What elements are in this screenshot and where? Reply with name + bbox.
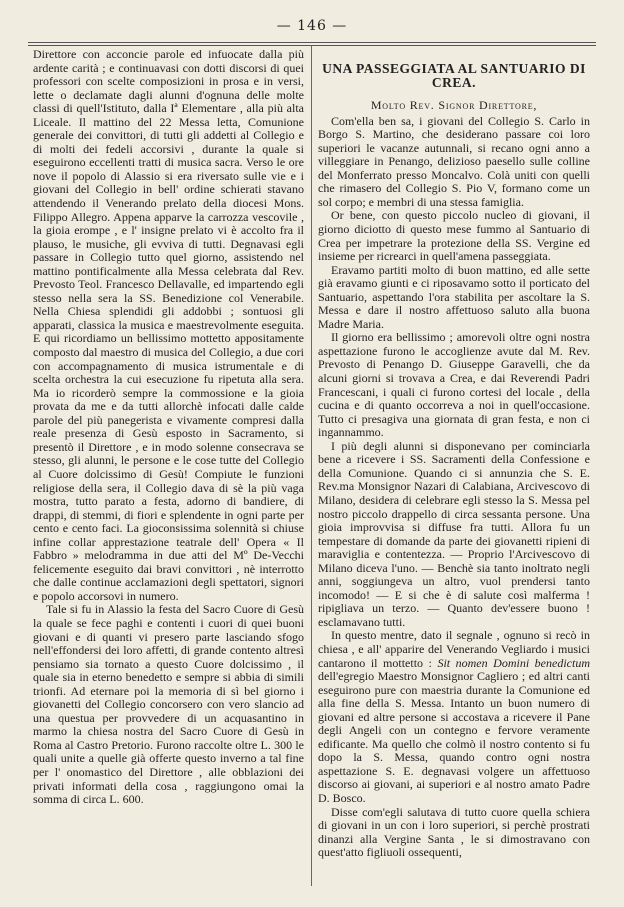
- left-paragraph-1: Direttore con acconcie parole ed infuocate dalla più ardente carità ; e continuavasi con dotti discorsi di quei professori con scelte composizioni in prosa e in versi, lette o declamate dagli alunni d'ognuna delle molte classi di quell'Istituto, dalla Iª Elementare , alla più alta Liceale. Il mattino del 22 Messa letta, Comunione generale dei convittori, di tutti gli addetti al Collegio e di molti dei fedeli accorsivi , durante la quale si eseguirono eccellenti tratti di musica sacra. Verso le ore nove il popolo di Alassio si era riversato sulle vie e i giovani del Collegio in bell' ordine schierati stavano attendendo il Venerando prelato della diocesi Mons. Filippo Allegro. Appena apparve la carrozza vescovile , la gioia erompe , e l' insigne prelato vi è accolto fra il plauso, le musiche, gli evviva di tutti. Degnavasi egli passare in Collegio tutto quel giorno, assistendo nel mattino pontificalmente alla Messa celebrata dal Rev. Prevosto Teol. Francesco Dellavalle, ed impartendo egli stesso nella sera la SS. Benedizione col Venerabile. Nella Chiesa splendidi gli addobbi ; sontuosi gli apparati, classica la musica e maestrevolmente eseguita. E qui ricordiamo un bellissimo mottetto appositamente composto dal maestro di musica del Collegio, a due cori con accompagnamento di musica istrumentale e di scelta orchestra la cui esecuzione fu ripetuta alla sera. Ma io ricorderò sempre la commossione e la gioia provata da me e da tutti allorchè infocati dalle calde parole del più panegerista e vivamente compresi dalla reale presenza di Gesù esposto in Sacramento, si presentò il Direttore , e in modo solenne consecrava se stesso, gli alunni, le persone e le cose tutte del Collegio al Cuore dolcissimo di Gesù! Compiute le funzioni religiose della sera, il Collegio dava di sè la più vaga mostra, tutto parato a festa, adorno di bandiere, di drappi, di stemmi, di fiori e splendente in ogni parte per cento e cento faci. La gioconsissima solennità si chiuse infine collar apprestazione teatrale dell' Opera « Il Fabbro » melodramma in due atti del Mº De-Vecchi felicemente eseguito dai bravi convittori , nè interrotto che dalle continue acclamazioni degli spettatori, signori e popolo accorsovi in numero.: [33, 47, 304, 603]
- right-paragraph-4: Il giorno era bellissimo ; amorevoli oltre ogni nostra aspettazione furono le accoglienze avute dal M. Rev. Prevosto di Penango D. Giuseppe Garavelli, che da alcuni giorni si trovava a Crea, e dai Reverendi Padri Francescani, i quali ci furono cortesi del locale , della cucina e di quanto occorreva a noi in quell'occasione. Tutto ci presagiva una giornata di gran festa, e non ci ingannammo.: [318, 330, 590, 440]
- right-paragraph-6: [318, 629, 590, 805]
- paragraph-6-end: dell'egregio Maestro Monsignor Cagliero ; ed altri canti eseguirono pure con maestria durante la Comunione ed alla fine della S. Messa. Intanto un buon numero di giovani ed altre persone si accostava a ricevere il Pane degli Angeli con un contegno e fervore veramente edificante. Ma quello che colmò il nostro contento si fu dopo la S. Messa, quando contro ogni nostra aspettazione S. E. degnavasi volgere un affettuoso discorso ai giovani, ai superiori e al nostro amato Padre D. Bosco.: [318, 669, 590, 805]
- column-divider: [311, 46, 312, 886]
- header-rule-double: [28, 45, 596, 46]
- header-rule: [28, 42, 596, 43]
- right-paragraph-2: Or bene, con questo piccolo nucleo di giovani, il giorno diciotto di questo mese fummo al Santuario di Crea per impetrare la protezione della SS. Vergine ed insieme per ricrearci in quell'amena passeggiata.: [318, 208, 590, 264]
- article-title: UNA PASSEGGIATA AL SANTUARIO DI CREA.: [322, 61, 586, 90]
- page-number: — 146 —: [276, 18, 348, 34]
- right-paragraph-1: Com'ella ben sa, i giovani del Collegio S. Carlo in Borgo S. Martino, che desiderano passare coi loro superiori le vacanze autunnali, si recano ogni anno a villeggiare in Penango, delizioso paesello sulle colline del Monferrato presso Moncalvo. Colà uniti con quelli che rimasero del Collegio S. Pio V, formano come un sol corpo; e membri di una stessa famiglia.: [318, 113, 590, 209]
- right-column: [318, 48, 590, 860]
- paragraph-6-start: In questo mentre, dato il segnale , ognuno si recò in chiesa , e all' apparire del Venerando Vegliardo i musici cantarono il mottetto :: [318, 628, 590, 670]
- left-column: [33, 48, 304, 807]
- left-paragraph-2: Tale si fu in Alassio la festa del Sacro Cuore di Gesù la quale se fece paghi e contenti i cuori di quei buoni giovani e di quanti vi presero parte lasciando sfogo nell'effondersi dei loro affetti, di grande contento altresì pensiamo sia tornato a questo Cuore dolcissimo , il quale sia in eterno benedetto e sempre si abbia di simili trionfi. Ad eternare poi la memoria di sì bel giorno i giovanetti del Collegio concorsero con vero slancio ad una questua per provvedere di un acquasantino in marmo la chiesa nostra del Sacro Cuore di Gesù in Roma al Castro Pretorio. Furono raccolte oltre L. 300 le quali unite a quelle già offerte questo inverno a tal fine per l' onomastico del Direttore , alle obblazioni dei privati informati della cosa , raggiungono omai la somma di circa L. 600.: [33, 602, 304, 807]
- motet-title: Sit nomen Domini benedictum: [437, 655, 590, 670]
- right-paragraph-3: Eravamo partiti molto di buon mattino, ed alle sette già eravamo giunti e ci riposavamo sotto il porticato del Santuario, aspettando l'ora stabilita per ascoltare la S. Messa e dare il nostro affettuoso saluto alla buona Madre Maria.: [318, 262, 590, 331]
- right-paragraph-7: Disse com'egli salutava di tutto cuore quella schiera di giovani in un con i loro superiori, si perchè prostrati dinanzi alla Vergine Santa , le si dimostravano con quest'atto figliuoli ossequenti,: [318, 804, 590, 860]
- salutation: Molto Rev. Signor Direttore,: [370, 98, 538, 113]
- right-paragraph-5: I più degli alunni si disponevano per cominciarla bene a ricevere i SS. Sacramenti della Confessione e della Comunione. Quando ci si annunzia che S. E. Rev.ma Monsignor Nazari di Calabiana, Arcivescovo di Milano, desidera di celebrare egli stesso la S. Messa pel nostro piccolo drappello di circa sessanta persone. Una gioia improvvisa si diffuse fra tutti. Allora fu un tempestare di domande da parte dei giovanetti ripieni di maraviglia e contentezza. — Proprio l'Arcivescovo di Milano diceva l'uno. — Benchè sia tanto inoltrato negli anni, soggiungeva un altro, vuol prendersi tanto incomodo! — E si che è di salute così malferma ! ripigliava un terzo. — Quanto dev'essere buono ! esclamavano tutti.: [318, 438, 590, 629]
